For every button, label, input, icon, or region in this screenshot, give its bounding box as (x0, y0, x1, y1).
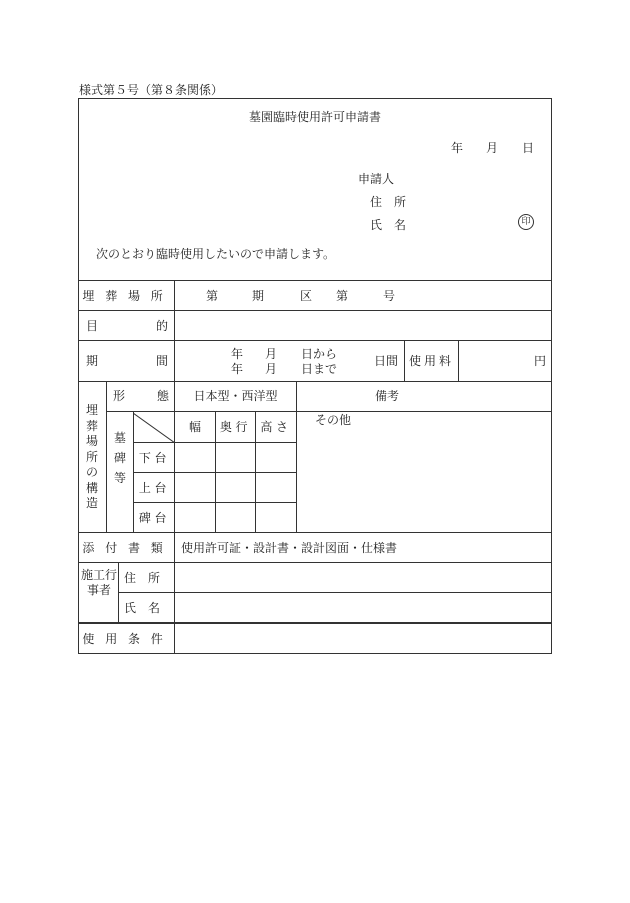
applicant-name-label: 氏 名 (370, 218, 407, 232)
tombstone-label: 墓碑等 (113, 431, 126, 485)
period-month-from: 月 (265, 347, 278, 361)
upper-base-label: 上台 (138, 481, 171, 495)
burial-place-dai: 第 (206, 289, 219, 303)
burial-place-ki: 期 (252, 289, 265, 303)
burial-place-go: 号 (383, 289, 396, 303)
contractor-name-label: 氏 名 (124, 601, 161, 615)
burial-place-ku: 区 (300, 289, 313, 303)
depth-label: 奥行 (219, 420, 252, 434)
contractor-side-label: 施工行事者 (80, 568, 117, 597)
period-from: 日から (301, 347, 338, 361)
form-value: 日本型・西洋型 (193, 389, 278, 403)
width-label: 幅 (188, 420, 201, 434)
period-to: 日まで (301, 362, 338, 376)
period-days: 日間 (374, 354, 399, 368)
period-year-to: 年 (231, 362, 244, 376)
burial-place-dai2: 第 (336, 289, 349, 303)
remarks-other: その他 (315, 413, 352, 427)
attachments-label: 添付書類 (82, 541, 174, 555)
contractor-address-label: 住 所 (124, 571, 161, 585)
date-day: 日 (522, 141, 535, 155)
height-label: 高さ (260, 420, 292, 434)
form-label: 形態 (113, 389, 169, 403)
usage-fee-label: 使用料 (408, 354, 454, 368)
period-year-from: 年 (231, 347, 244, 361)
date-month: 月 (486, 141, 499, 155)
date-year: 年 (451, 141, 464, 155)
period-label: 期間 (86, 354, 168, 368)
lower-base-label: 下台 (138, 451, 171, 465)
conditions-label: 使用条件 (82, 632, 174, 646)
period-month-to: 月 (265, 362, 278, 376)
form-number: 様式第５号（第８条関係） (79, 83, 224, 97)
stone-base-label: 碑台 (138, 511, 171, 525)
seal-mark: 印 (518, 214, 534, 230)
statement-text: 次のとおり臨時使用したいので申請します。 (96, 247, 336, 261)
usage-fee-yen: 円 (534, 354, 547, 368)
form-title: 墓園臨時使用許可申請書 (248, 110, 381, 124)
purpose-label: 目的 (86, 319, 168, 333)
applicant-address-label: 住 所 (370, 195, 407, 209)
structure-side-label: 埋葬場所の構造 (85, 403, 98, 510)
attachments-value: 使用許可証・設計書・設計図面・仕様書 (181, 541, 398, 555)
diagonal-line (133, 413, 175, 443)
burial-place-label: 埋葬場所 (82, 289, 174, 303)
remarks-label: 備考 (374, 389, 399, 403)
applicant-label: 申請人 (358, 172, 395, 186)
